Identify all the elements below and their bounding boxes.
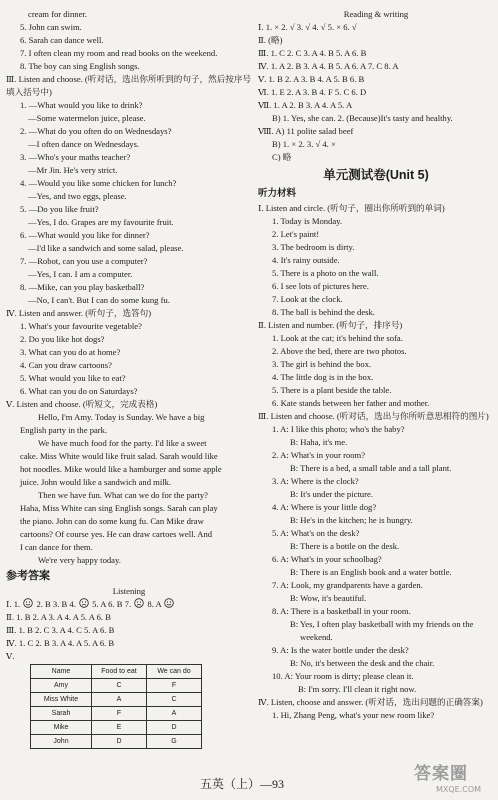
table-cell: John (31, 735, 92, 749)
text-line: 8. A: There is a basketball in your room. (272, 606, 411, 616)
table-row (31, 679, 202, 693)
text-line: 8. —Mike, can you play basketball? (20, 282, 145, 292)
passage-line: English party in the park. (20, 425, 108, 435)
table-cell: D (147, 721, 202, 735)
text-line: B: No, it's between the desk and the chair. (290, 658, 435, 668)
text-line: 2. Let's paint! (272, 229, 320, 239)
text-line: —I'd like a sandwich and some salad, please. (28, 243, 184, 253)
watermark-url: MXQE.COM (436, 785, 482, 794)
text-line: B: Wow, it's beautiful. (290, 593, 367, 603)
text-line: —Yes, I can. I am a computer. (28, 269, 133, 279)
passage-line: We have much food for the party. I'd like a sweet (38, 438, 207, 448)
section-heading: Ⅲ. Listen and choose. (听对话，选出与你所听意思相符的图片) (258, 411, 489, 421)
sad-face-icon (79, 598, 89, 608)
text-line: 10. A: Your room is dirty; please clean it. (272, 671, 414, 681)
answer-line-III: Ⅲ. 1. B 2. C 3. A 4. C 5. A 6. B (6, 625, 115, 635)
passage-line: hot noodles. Mike would like a hamburger and some apple (20, 464, 222, 474)
section-heading: Ⅰ. Listen and circle. (听句子，圈出你所听到的单词) (258, 203, 445, 213)
table-row (31, 721, 202, 735)
answer-line: B) 1. Yes, she can. 2. (Because)It's tasty and healthy. (272, 113, 453, 123)
text-line: 1. Look at the cat; it's behind the sofa. (272, 333, 403, 343)
text-line: 1. A: I like this photo; who's the baby? (272, 424, 405, 434)
section-heading: Ⅳ. Listen and answer. (听句子，选答句) (6, 308, 152, 318)
text-line: B: There is a bottle on the desk. (290, 541, 400, 551)
table-cell: G (147, 735, 202, 749)
table-header: Name (31, 665, 92, 679)
passage-line: I can dance for them. (20, 542, 93, 552)
text-line: 5. There is a plant beside the table. (272, 385, 392, 395)
answer-line: Ⅳ. 1. A 2. B 3. A 4. B 5. A 6. A 7. C 8. A (258, 61, 399, 71)
section-heading: Ⅱ. Listen and number. (听句子，排序号) (258, 320, 403, 330)
answer-line: Ⅲ. 1. C 2. C 3. A 4. B 5. A 6. B (258, 48, 367, 58)
text-line: 3. —Who's your maths teacher? (20, 152, 131, 162)
answer-line: Ⅰ. 1. × 2. √ 3. √ 4. √ 5. × 6. √ (258, 22, 357, 32)
text-line: 6. Sarah can dance well. (20, 35, 104, 45)
answer-line-I: Ⅰ. 1. 2. B 3. B 4. 5. A 6. B 7. 8. A (6, 598, 252, 611)
table-header: Food to eat (92, 665, 147, 679)
text-line: cream for dinner. (28, 9, 87, 19)
text-line: 3. What can you do at home? (20, 347, 121, 357)
text-line: 2. —What do you often do on Wednesdays? (20, 126, 172, 136)
text-line: 5. There is a photo on the wall. (272, 268, 379, 278)
text-line: 3. The girl is behind the box. (272, 359, 372, 369)
text-line: 7. I often clean my room and read books on the weekend. (20, 48, 218, 58)
answer-line: C) 略 (272, 152, 292, 162)
answer-line: B) 1. × 2. 3. √ 4. × (272, 139, 336, 149)
left-column (6, 8, 252, 749)
unit-title: 单元测试卷(Unit 5) (323, 168, 429, 182)
text-line: 3. The bedroom is dirty. (272, 242, 355, 252)
passage-line: cake. Miss White would like fruit salad. Sarah would like (20, 451, 218, 461)
section-heading: Ⅳ. Listen, choose and answer. (听对话，选出问题的正确答案) (258, 697, 483, 707)
text-line: 4. Can you draw cartoons? (20, 360, 112, 370)
text-line: B: He's in the kitchen; he is hungry. (290, 515, 413, 525)
reading-writing-title: Reading & writing (343, 9, 409, 19)
answer-line: Ⅶ. 1. A 2. B 3. A 4. A 5. A (258, 100, 353, 110)
answer-line: Ⅴ. 1. B 2. A 3. B 4. A 5. B 6. B (258, 74, 365, 84)
table-cell: C (147, 693, 202, 707)
text-line: 1. —What would you like to drink? (20, 100, 143, 110)
passage-line: juice. John would like a sandwich and milk. (20, 477, 172, 487)
passage-line: Haha, Miss White can sing English songs. Sarah can play (20, 503, 218, 513)
table-cell: Mike (31, 721, 92, 735)
table-cell: A (92, 693, 147, 707)
table-row (31, 693, 202, 707)
text-line: —I often dance on Wednesdays. (28, 139, 140, 149)
table-cell: Amy (31, 679, 92, 693)
listening-title: Listening (112, 586, 146, 596)
table-cell: Miss White (31, 693, 92, 707)
answer-line-V: Ⅴ. (6, 651, 15, 661)
table-cell: Sarah (31, 707, 92, 721)
text-line: —No, I can't. But I can do some kung fu. (28, 295, 170, 305)
text-line: 4. —Would you like some chicken for lunch? (20, 178, 177, 188)
text-line: B: Haha, it's me. (290, 437, 348, 447)
answer-line-II: Ⅱ. 1. B 2. A 3. A 4. A 5. A 6. B (6, 612, 111, 622)
section-heading: Ⅴ. Listen and choose. (听短文，完成表格) (6, 399, 158, 409)
table-cell: E (92, 721, 147, 735)
answer-line: Ⅷ. A) 11 polite salad beef (258, 126, 354, 136)
text-line: B: Yes, I often play basketball with my friends on the (290, 619, 474, 629)
answer-line-IV: Ⅳ. 1. C 2. B 3. A 4. A 5. A 6. B (6, 638, 115, 648)
text-line: —Mr Jin. He's very strict. (28, 165, 118, 175)
table-cell: F (147, 679, 202, 693)
watermark-text: 答案圈 (414, 764, 468, 784)
text-line: 4. It's rainy outside. (272, 255, 340, 265)
text-line: weekend. (300, 632, 333, 642)
text-line: 7. —Robot, can you use a computer? (20, 256, 148, 266)
text-line: B: It's under the picture. (290, 489, 373, 499)
text-line: B: I'm sorry. I'll clean it right now. (298, 684, 417, 694)
text-line: 5. John can swim. (20, 22, 82, 32)
text-line: 4. A: Where is your little dog? (272, 502, 377, 512)
text-line: 2. Above the bed, there are two photos. (272, 346, 407, 356)
table-row (31, 707, 202, 721)
text-line: 6. What can you do on Saturdays? (20, 386, 138, 396)
text-line: B: There is an English book and a water bottle. (290, 567, 452, 577)
page-footer: 五英（上）—93 (200, 777, 285, 791)
table-cell: A (147, 707, 202, 721)
answer-line: Ⅵ. 1. E 2. A 3. B 4. F 5. C 6. D (258, 87, 367, 97)
text-line: 6. A: What's in your schoolbag? (272, 554, 382, 564)
passage-line: We're very happy today. (38, 555, 121, 565)
text-line: —Yes, and two eggs, please. (28, 191, 127, 201)
right-column (258, 8, 494, 722)
text-line: 5. —Do you like fruit? (20, 204, 99, 214)
text-line: 2. A: What's in your room? (272, 450, 366, 460)
text-line: —Some watermelon juice, please. (28, 113, 146, 123)
text-line: 6. Kate stands between her father and mother. (272, 398, 430, 408)
text-line: 8. The boy can sing English songs. (20, 61, 140, 71)
text-line: 1. Hi, Zhang Peng, what's your new room like? (272, 710, 435, 720)
text-line: 6. I see lots of pictures here. (272, 281, 369, 291)
text-line: B: There is a bed, a small table and a tall plant. (290, 463, 452, 473)
passage-line: cartoons? Of course yes. He can draw cartoes well. And (20, 529, 213, 539)
section-heading: Ⅲ. Listen and choose. (听对话，选出你所听到的句子，然后按序号填入括号中) (6, 74, 252, 97)
smiley-face-icon (164, 598, 174, 608)
watermark-logo (414, 766, 492, 796)
table-header: We can do (147, 665, 202, 679)
sad-face-icon (134, 598, 144, 608)
text-line: 1. Today is Monday. (272, 216, 343, 226)
answer-line: Ⅱ. (略) (258, 35, 283, 45)
text-line: 7. A: Look, my grandparents have a garden. (272, 580, 423, 590)
text-line: 3. A: Where is the clock? (272, 476, 359, 486)
food-table (30, 664, 202, 749)
text-line: 9. A: Is the water bottle under the desk? (272, 645, 409, 655)
text-line: 8. The ball is behind the desk. (272, 307, 375, 317)
table-cell: C (92, 679, 147, 693)
table-cell: F (92, 707, 147, 721)
passage-line: Hello, I'm Amy. Today is Sunday. We have a big (38, 412, 205, 422)
table-header-row (31, 665, 202, 679)
passage-line: the piano. John can do some kung fu. Can Mike draw (20, 516, 204, 526)
table-cell: D (92, 735, 147, 749)
text-line: 1. What's your favourite vegetable? (20, 321, 142, 331)
text-line: 5. A: What's on the desk? (272, 528, 360, 538)
text-line: 5. What would you like to eat? (20, 373, 126, 383)
smiley-face-icon (23, 598, 33, 608)
passage-line: Then we have fun. What can we do for the party? (38, 490, 208, 500)
text-line: 7. Look at the clock. (272, 294, 343, 304)
text-line: —Yes, I do. Grapes are my favourite fruit. (28, 217, 174, 227)
table-row (31, 735, 202, 749)
listening-materials-title: 听力材料 (258, 188, 297, 199)
text-line: 2. Do you like hot dogs? (20, 334, 105, 344)
text-line: 4. The little dog is in the box. (272, 372, 374, 382)
answers-title: 参考答案 (6, 570, 50, 582)
text-line: 6. —What would you like for dinner? (20, 230, 150, 240)
